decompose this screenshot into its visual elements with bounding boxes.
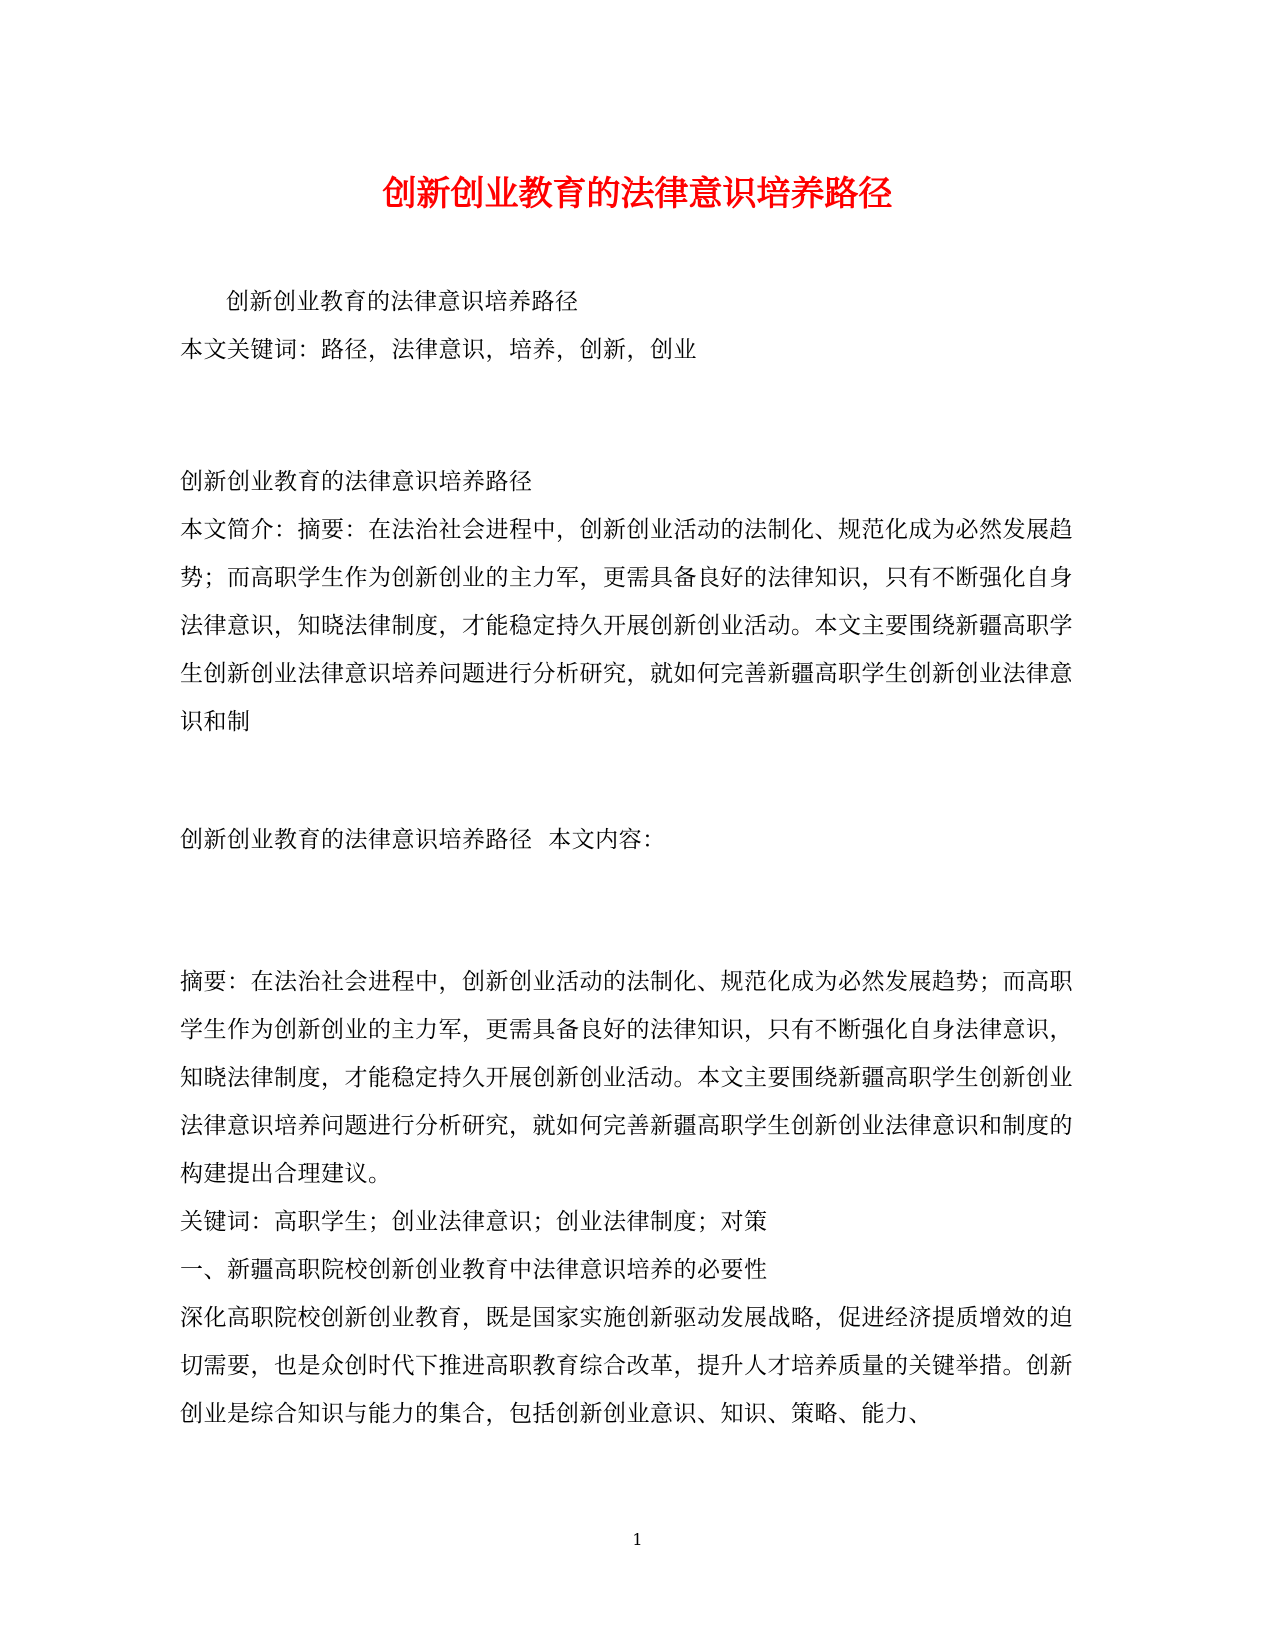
subtitle: 创新创业教育的法律意识培养路径: [226, 289, 579, 315]
keywords-paragraph: 关键词：高职学生；创业法律意识；创业法律制度；对策: [180, 1209, 768, 1235]
section-paragraph: 深化高职院校创新创业教育，既是国家实施创新驱动发展战略，促进经济提质增效的迫切需要，也是众创时代下推进高职教育综合改革，提升人才培养质量的关键举措。创新创业是综合知识与能力的集合，包括创新创业意识、知识、策略、能力、: [180, 1305, 1073, 1427]
document-title: 创新创业教育的法律意识培养路径: [382, 174, 893, 214]
page-number: 1: [632, 1530, 643, 1549]
keywords-line: 本文关键词：路径，法律意识，培养，创新，创业: [180, 337, 697, 363]
intro-heading: 创新创业教育的法律意识培养路径: [180, 469, 533, 495]
section-heading: 一、新疆高职院校创新创业教育中法律意识培养的必要性: [180, 1257, 768, 1283]
content-heading: 创新创业教育的法律意识培养路径 本文内容：: [180, 827, 666, 853]
intro-block: [180, 458, 1095, 746]
intro-summary: 本文简介：摘要：在法治社会进程中，创新创业活动的法制化、规范化成为必然发展趋势；而高职学生作为创新创业的主力军，更需具备良好的法律知识，只有不断强化自身法律意识，知晓法律制度，才能稳定持久开展创新创业活动。本文主要围绕新疆高职学生创新创业法律意识培养问题进行分析研究，就如何完善新疆高职学生创新创业法律意识和制: [180, 517, 1073, 735]
header-block: [180, 278, 1095, 374]
content-heading-block: [180, 816, 1095, 864]
main-block: [180, 958, 1095, 1438]
abstract-paragraph: 摘要：在法治社会进程中，创新创业活动的法制化、规范化成为必然发展趋势；而高职学生作为创新创业的主力军，更需具备良好的法律知识，只有不断强化自身法律意识，知晓法律制度，才能稳定持久开展创新创业活动。本文主要围绕新疆高职学生创新创业法律意识培养问题进行分析研究，就如何完善新疆高职学生创新创业法律意识和制度的构建提出合理建议。: [180, 969, 1073, 1187]
